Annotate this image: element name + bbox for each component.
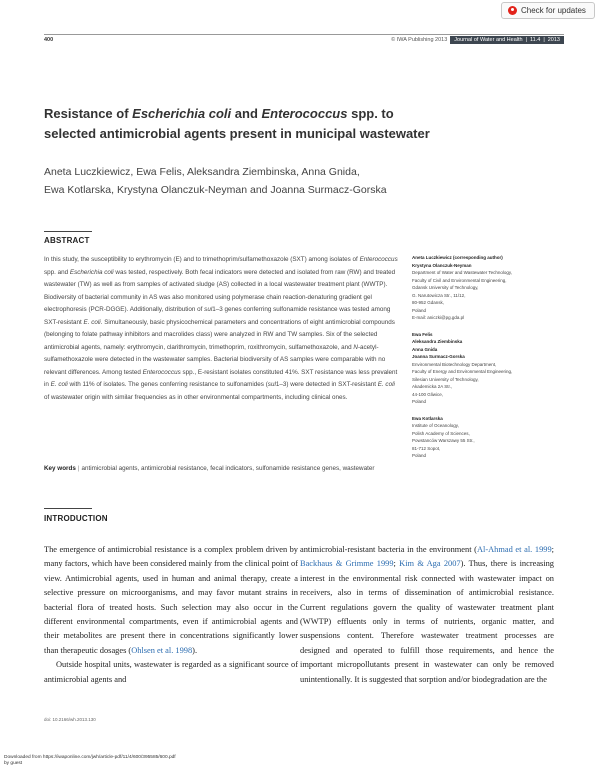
journal-badge: Journal of Water and Health | 11.4 | 2013	[450, 36, 564, 44]
keywords-label: Key words	[44, 465, 76, 472]
running-head-right	[391, 36, 564, 44]
volume-issue: 11.4	[530, 37, 541, 43]
affiliation-block-1: Aneta Luczkiewicz (corresponding author) Krystyna Olanczuk-Neyman Department of Water and Wastewater Technology, Faculty of Civil and Environmental Engineering, Gdansk University of Technology, G. Narutowicza Str., 11/12, 80-952 Gdansk, Poland E-mail: aniczki@pg.gda.pl	[412, 254, 562, 322]
abstract-text: In this study, the susceptibility to erythromycin (E) and to trimethoprim/sulfamethoxazole (SXT) among isolates of Enterococcus spp. and Escherichia coli was tested, respectively. Both fecal indicators were detected and isolated from raw (RW) and treated wastewater (TW) as well as from samples of activated sludge (AS) collected in a local wastewater treatment plant (WWTP). Biodiversity of bacterial community in AS was also monitored using polymerase chain reaction-denaturing gradient gel electrophoresis (PCR-DGGE). Additionally, distribution of sul1–3 genes conferring sulfonamide resistance was tested among SXT-resistant E. coli. Simultaneously, basic physicochemical parameters and concentrations of eight antimicrobial compounds (belonging to folate pathway inhibitors and macrolides class) were analyzed in RW and TW samples. Six of the selected antimicrobial agents, namely: erythromycin, clarithromycin, trimethoprim, roxithromycin, sulfamethoxazole, and N-acetyl-sulfamethoxazole were detected in the wastewater samples. Bacterial biodiversity of AS samples were comparable with no relevant differences. Among tested Enterococcus spp., E-resistant isolates constituted 41%. SXT resistance was less prevalent in E. coli with 11% of isolates. The genes conferring resistance to sulfonamides (sul1–3) were detected in SXT-resistant E. coli of wastewater origin with similar frequencies as in other environmental compartments, including clinical ones.	[44, 256, 398, 401]
check-for-updates-label: Check for updates	[521, 6, 586, 15]
introduction-right-column	[300, 543, 554, 687]
author-list	[44, 163, 424, 199]
affiliation-block-2: Ewa Felis Aleksandra Ziembinska Anna Gnida Joanna Surmacz-Gorska Environmental Biotechnology Department, Faculty of Energy and Environmental Engineering, Silesian University of Technology, Akademicka 2A Str., 44-100 Gliwice, Poland	[412, 331, 513, 404]
citation-ohlsen[interactable]: Ohlsen et al. 1998	[131, 645, 193, 655]
abstract-heading: ABSTRACT	[44, 236, 90, 245]
introduction-left-column	[44, 543, 298, 687]
page-number: 400	[44, 37, 54, 43]
publisher: © IWA Publishing 2013	[391, 37, 448, 43]
corresponding-email[interactable]: E-mail: aniczki@pg.gda.pl	[412, 315, 465, 320]
keywords-text: antimicrobial agents, antimicrobial resistance, fecal indicators, sulfonamide resistance genes, wastewater	[81, 465, 375, 472]
affiliation-block-3: Ewa Kotlarska Institute of Oceanology, Polish Academy of Sciences, Powstanców Warszawy 55 Str., 81-712 Sopot, Poland	[412, 415, 475, 458]
intro-paragraph-2: Outside hospital units, wastewater is regarded as a significant source of antimicrobial agents and	[44, 660, 298, 684]
running-head	[44, 34, 564, 45]
crossmark-icon	[508, 6, 517, 15]
intro-paragraph-1: The emergence of antimicrobial resistance is a complex problem driven by many factors, which have been considered mainly from the clinical point of view. Antimicrobial agents, used in human and animal therapy, create a selective pressure on microorganisms, and may favor mutant strains in bacterial flora of treated hosts. Such selection may also occur in the different environmental compartments, even if antimicrobial agents and their metabolites are present there in concentrations significantly lower than therapeutic dosages (Ohlsen et al. 1998).	[44, 545, 298, 655]
introduction-heading: INTRODUCTION	[44, 514, 108, 523]
authors-line-1: Aneta Luczkiewicz, Ewa Felis, Aleksandra Ziembinska, Anna Gnida,	[44, 166, 360, 178]
citation-kim-aga[interactable]: Kim & Aga 2007	[399, 559, 461, 569]
doi[interactable]: doi: 10.2166/wh.2013.130	[44, 717, 96, 722]
affiliations	[412, 254, 562, 469]
introduction-rule	[44, 508, 92, 509]
journal-year: 2013	[547, 37, 560, 43]
citation-backhaus[interactable]: Backhaus & Grimme 1999	[300, 559, 394, 569]
keywords: Key words | antimicrobial agents, antimicrobial resistance, fecal indicators, sulfonamide resistance genes, wastewater	[44, 465, 375, 472]
citation-al-ahmad[interactable]: Al-Ahmad et al. 1999	[476, 545, 552, 554]
abstract-rule	[44, 231, 92, 232]
intro-paragraph-2-continued: antimicrobial-resistant bacteria in the environment (Al-Ahmad et al. 1999; Backhaus & Grimme 1999; Kim & Aga 2007). Thus, there is increasing interest in the environmental risk connected with wastewater impact on receivers, also in terms of dissemination of antimicrobial resistance. Current regulations govern the quality of wastewater treatment plant (WWTP) effluents only in terms of nutrients, organic matter, and suspensions content. Therefore wastewater treatment processes are designed and operated to fulfill those requirements, and hence the important micropollutants present in wastewater can only be removed unintentionally. It is suggested that sorption and/or biodegradation are the	[300, 545, 554, 684]
authors-line-2: Ewa Kotlarska, Krystyna Olanczuk-Neyman and Joanna Surmacz-Gorska	[44, 184, 387, 196]
article-title: Resistance of Escherichia coli and Enterococcus spp. to selected antimicrobial agents present in municipal wastewater	[44, 106, 430, 141]
download-notice: Downloaded from https://iwaponline.com/jwh/article-pdf/11/4/600/395585/600.pdf by guest	[4, 755, 176, 766]
journal-name: Journal of Water and Health	[454, 37, 523, 43]
check-for-updates-button[interactable]	[501, 2, 595, 19]
